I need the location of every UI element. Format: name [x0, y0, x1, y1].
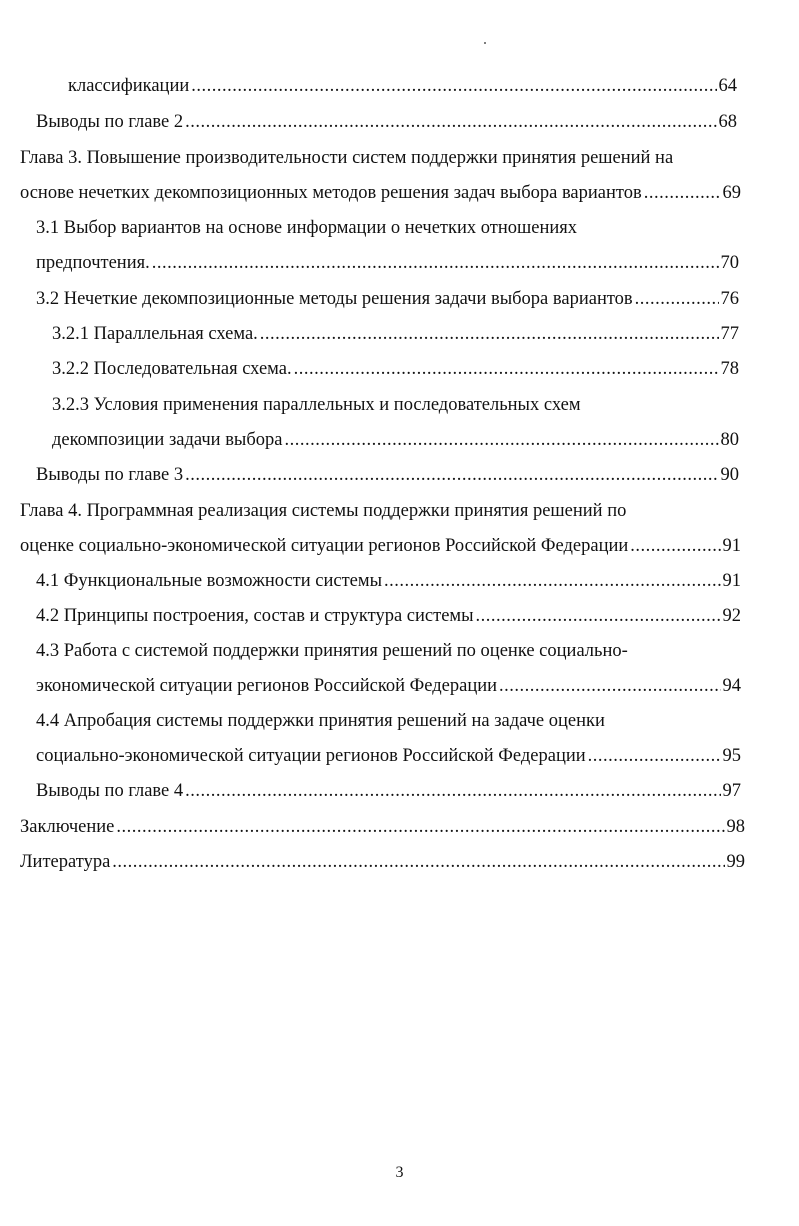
toc-entry-section-4-2: [36, 604, 741, 628]
toc-entry-section-4-4: [36, 744, 741, 768]
toc-entry-text: 4.2 Принципы построения, состав и структура системы: [36, 606, 474, 626]
toc-entry-literature: [20, 850, 745, 874]
toc-leader-dots: [294, 357, 719, 381]
page-number: 3: [395, 1164, 404, 1181]
toc-entry-text: декомпозиции задачи выбора: [52, 430, 283, 450]
toc-entry-text: 4.1 Функциональные возможности системы: [36, 571, 383, 591]
toc-section-3-1-line1: 3.1 Выбор вариантов на основе информации о нечетких отношениях: [36, 218, 578, 238]
toc-entry-section-3-2-3: [52, 428, 739, 452]
toc-entry-text: социально-экономической ситуации регионов Российской Федерации: [36, 746, 586, 766]
toc-entry-section-3-2-1: [52, 322, 739, 346]
toc-page-number: 94: [722, 676, 741, 696]
toc-entry-section-4-3: [36, 674, 741, 698]
toc-entry-text: 3.2 Нечеткие декомпозиционные методы решения задачи выбора вариантов: [36, 289, 633, 309]
toc-section-3-2-3-line1: 3.2.3 Условия применения параллельных и последовательных схем: [52, 395, 581, 415]
toc-leader-dots: [152, 251, 719, 275]
toc-entry-chapter-4: [20, 534, 741, 558]
toc-page-number: 64: [718, 76, 737, 96]
toc-page-number: 99: [726, 852, 745, 872]
toc-page-number: 91: [722, 536, 741, 556]
toc-entry-text: предпочтения.: [36, 253, 150, 273]
toc-leader-dots: [384, 569, 720, 593]
toc-leader-dots: [112, 850, 724, 874]
toc-leader-dots: [191, 74, 716, 98]
toc-page-number: 98: [726, 817, 745, 837]
toc-entry-text: 3.2.1 Параллельная схема.: [52, 324, 258, 344]
toc-leader-dots: [588, 744, 721, 768]
scan-speck: [484, 42, 486, 44]
toc-page-number: 92: [722, 606, 741, 626]
toc-entry-text: оценке социально-экономической ситуации регионов Российской Федерации: [20, 536, 629, 556]
toc-page-number: 91: [722, 571, 741, 591]
toc-entry-section-3-2-2: [52, 357, 739, 381]
toc-leader-dots: [185, 779, 720, 803]
toc-leader-dots: [630, 534, 720, 558]
toc-entry-conclusion: [20, 815, 745, 839]
toc-page-number: 90: [720, 465, 739, 485]
toc-entry-chapter-3: [20, 181, 741, 205]
toc-page-number: 68: [718, 112, 737, 132]
toc-leader-dots: [260, 322, 719, 346]
toc-entry-text: Литература: [20, 852, 111, 872]
toc-leader-dots: [116, 815, 724, 839]
toc-page-number: 80: [720, 430, 739, 450]
toc-chapter-4-title-line1: Глава 4. Программная реализация системы поддержки принятия решений по: [20, 501, 627, 521]
toc-leader-dots: [476, 604, 721, 628]
toc-leader-dots: [644, 181, 721, 205]
toc-entry-text: Заключение: [20, 817, 115, 837]
toc-section-4-3-line1: 4.3 Работа с системой поддержки принятия решений по оценке социально-: [36, 641, 628, 661]
toc-entry-section-3-2: [36, 287, 739, 311]
toc-entry-text: Выводы по главе 2: [36, 112, 184, 132]
toc-entry-text: экономической ситуации регионов Российской Федерации: [36, 676, 498, 696]
toc-entry-text: Выводы по главе 4: [36, 781, 184, 801]
toc-page-number: 97: [722, 781, 741, 801]
toc-page-number: 70: [720, 253, 739, 273]
toc-entry-text: Выводы по главе 3: [36, 465, 184, 485]
toc-leader-dots: [499, 674, 720, 698]
toc-entry-text: классификации: [68, 76, 190, 96]
toc-entry-section-4-1: [36, 569, 741, 593]
toc-entry-classification: [68, 74, 737, 98]
toc-page-number: 76: [720, 289, 739, 309]
toc-entry-text: основе нечетких декомпозиционных методов решения задач выбора вариантов: [20, 183, 642, 203]
toc-entry-text: 3.2.2 Последовательная схема.: [52, 359, 292, 379]
toc-section-4-4-line1: 4.4 Апробация системы поддержки принятия решений на задаче оценки: [36, 711, 605, 731]
toc-page-number: 77: [720, 324, 739, 344]
toc-leader-dots: [284, 428, 718, 452]
toc-page-number: 69: [722, 183, 741, 203]
toc-chapter-3-title-line1: Глава 3. Повышение производительности систем поддержки принятия решений на: [20, 148, 674, 168]
toc-page-number: 95: [722, 746, 741, 766]
toc-entry-section-3-1: [36, 251, 739, 275]
toc-entry-conclusions-chapter-4: [36, 779, 741, 803]
toc-leader-dots: [635, 287, 719, 311]
toc-leader-dots: [185, 463, 718, 487]
toc-leader-dots: [185, 110, 716, 134]
toc-entry-conclusions-chapter-3: [36, 463, 739, 487]
toc-entry-conclusions-chapter-2: [36, 110, 737, 134]
toc-page-number: 78: [720, 359, 739, 379]
